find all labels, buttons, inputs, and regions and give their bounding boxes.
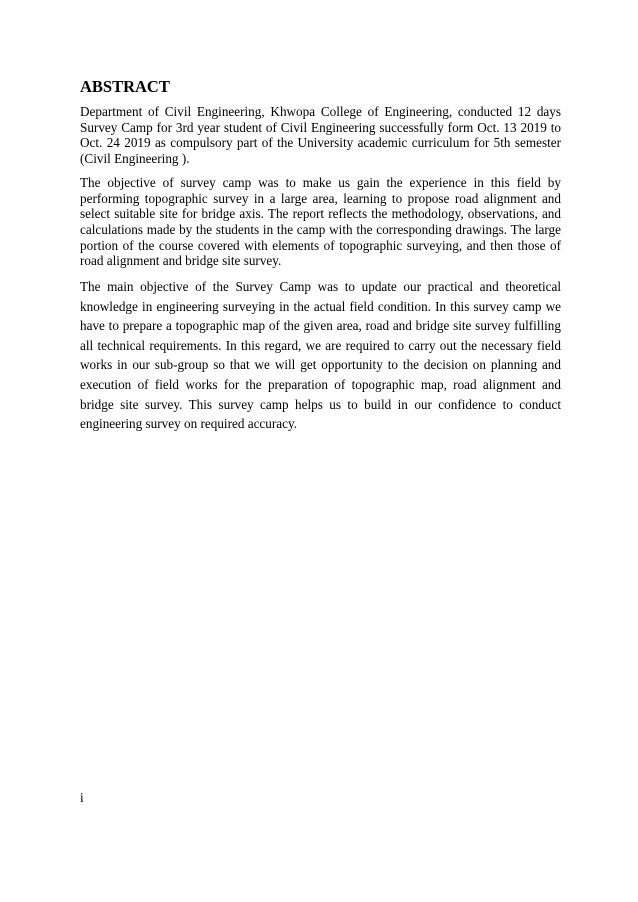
paragraph-main-objective: The main objective of the Survey Camp was to update our practical and theoretical knowledge in engineering surveying in the actual field condition. In this survey camp we have to prepare a topographic map of the given area, road and bridge site survey fulfilling all technical requirements. In this regard, we are required to carry out the necessary field works in our sub-group so that we will get opportunity to the decision on planning and execution of field works for the preparation of topographic map, road alignment and bridge site survey. This survey camp helps us to build in our confidence to conduct engineering survey on required accuracy. xyxy=(80,279,561,432)
page-number: i xyxy=(80,790,84,805)
paragraph-intro: Department of Civil Engineering, Khwopa College of Engineering, conducted 12 days Survey Camp for 3rd year student of Civil Engineering successfully form Oct. 13 2019 to Oct. 24 2019 as compulsory part of the University academic curriculum for 5th semester (Civil Engineering ). xyxy=(80,104,561,167)
paragraph-objective: The objective of survey camp was to make us gain the experience in this field by performing topographic survey in a large area, learning to propose road alignment and select suitable site for bridge axis. The report reflects the methodology, observations, and calculations made by the students in the camp with the corresponding drawings. The large portion of the course covered with elements of topographic surveying, and then those of road alignment and bridge site survey. xyxy=(80,174,561,269)
abstract-heading: ABSTRACT xyxy=(80,77,170,96)
page-content xyxy=(80,76,561,442)
